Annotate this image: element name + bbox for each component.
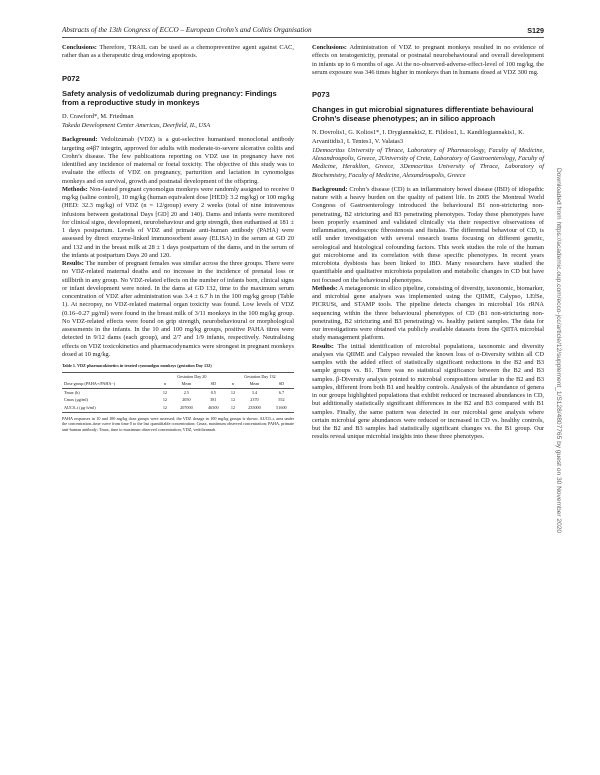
abstract-title-p072: Safety analysis of vedolizumab during pregnancy: Findings from a reproductive study in monkeys: [62, 88, 277, 107]
section-text: Non-fasted pregnant cynomolgus monkeys were randomly assigned to receive 0 mg/kg (saline control), 10 mg/kg (human equivalent dose [HED]: 3.2 mg/kg) or 100 mg/kg (HED: 32.3 mg/kg) of VDZ (n = 12/group) every 2 weeks (total of nine intravenous infusions between gestational Days [GD] 20 and 140). Dams and infants were monitored for clinical signs, development, neurobehaviour and grip strength, then euthanised at 181 ± 1 days postpartum. Levels of VDZ and primate anti-human antibody (PAHA) were assessed by direct enzyme-linked immunosorbent assay (ELISA) in the serum at GD 20 and 132 and in the breast milk at 28 ± 1 days postpartum of the dams, and in the serum of the infants at postpartum Days 20 and 120.: [62, 185, 294, 259]
abstract-id-p072: P072: [62, 73, 80, 83]
table-row: Cmax (µg/ml) 12 2050 381 12 2370 552: [64, 397, 285, 403]
page-number: S129: [527, 26, 544, 35]
results-p072: [62, 260, 294, 359]
section-label: Results:: [312, 342, 334, 350]
section-label: Results:: [62, 260, 84, 267]
section-label: Methods:: [312, 284, 338, 292]
section-label: Conclusions:: [312, 44, 347, 51]
table-caption: Table 1. VDZ pharmacokinetics in treated cynomolgus monkeys (gestation Day 132): [62, 363, 212, 368]
journal-title: Abstracts of the 13th Congress of ECCO – European Crohn’s and Colitis Organisation: [62, 26, 312, 34]
table-grid: [62, 372, 294, 413]
abstract-title-p073: Changes in gut microbial signatures differentiate behavioural Crohn’s disease phenotypes; an in silico approach: [312, 105, 534, 124]
column-header: Mean: [172, 380, 201, 388]
column-header: n: [226, 380, 240, 388]
table-footnote: PAHA responses in 10 and 100 mg/kg dose groups were assessed; the VDZ dosage in 100 mg/kg groups is shown. AUC0–t, area under the concentration–time curve from time 0 to the last quantifiable concentration; Cmax, maximum observed concentration; PAHA, primate anti-human antibody; Tmax, time to maximum observed concentration; VDZ, vedolizumab.: [62, 415, 294, 432]
group-header: Gestation Day 20: [158, 372, 226, 380]
section-text: Therefore, TRAIL can be used as a chemopreventive agent against CAC, rather than as a therapeutic drug endowing apoptosis.: [62, 44, 294, 60]
column-header: SD: [269, 380, 294, 388]
results-p073: [312, 343, 544, 442]
section-text: The number of pregnant females was similar across the three groups. There were no VDZ-related maternal deaths and no increase in the incidence of prenatal loss or stillbirth in any group. No VDZ-related effects on the number of infants born, clinical signs or infant development were noted. In the dams at GD 132, time to the maximum serum concentration of VDZ after administration was 3.4 ± 6.7 h in the 100 mg/kg group (Table 1). At necropsy, no VDZ-related maternal organ toxicity was found. Low levels of VDZ (0.16–0.27 µg/ml) were found in the breast milk of 3/11 monkeys in the 100 mg/kg group. No VDZ-related effects were found on grip strength, neurobehavioural or morphological assessments in the infants. In the 10 and 100 mg/kg groups, positive PAHA titres were detected in 9/12 dams (each group), and 2/7 and 1/9 infants, respectively. Neutralising effects on VDZ toxicokinetics and pharmacodynamics were strongest in pregnant monkeys dosed at 10 mg/kg.: [62, 260, 294, 358]
section-text: Crohn’s disease (CD) is an inflammatory bowel disease (IBD) of idiopathic nature with a heavy burden on the quality of patient life. In 2005 the Montreal World Congress of Gastroenterology introduced the behavioural B1 non-stricturing non-penetrating, B2 stricturing and B3 penetrating phenotypes. Today these phenotypes have been properly examined and validated clinically via their respective observations of inflammation, endoscopic fibrostenosis and fistulas. The differential behaviour of CD, is still under investigation with several research teams focusing on different genetic, serological and histological cofounding factors. This work studies the role of the human gut microbiome and its correlation with these specific phenotypes. In recent years microbiota dysbiosis has been linked to IBD. Many researchers have studied the quantifiable and qualitative microbiota population and metabolic changes in CD but have not focused on the behavioural phenotypes.: [312, 185, 544, 284]
section-label: Background:: [312, 185, 348, 193]
conclusions-p072: [312, 44, 544, 77]
section-text: The initial identification of microbial populations, taxonomic and diversity analyses via QIIME and Calypso revealed the known loss of α-Diversity within all CD samples with the added effect of statistically significant reductions in the B2 and B3 sample groups vs. B1. There was no statistical significance between the B2 and B3 samples. β-Diversity analysis pointed to microbial compositions similar in the B2 and B3 samples, different from both B1 and healthy controls. Analysis of the abundance of genera in our groups highlighted populations that exhibit reduced or increased abundances in CD, but additionally statistically significant differences in the B2 and B3 compared with B1 samples. Finally, the same pattern was detected in our microbial gene analysis where certain microbial gene abundances were reduced or increased in CD vs. healthy controls, but the B2 and B3 samples had statistically significant changes vs. the B1 group. Our results reveal unique microbial insights into these three phenotypes.: [312, 342, 544, 441]
table-row: Tmax (h) 12 2.5 0.5 12 3.4 6.7: [64, 389, 285, 395]
right-column: [312, 44, 544, 442]
abstract-id-p073: P073: [312, 90, 330, 99]
table-row: AUC0–t (µg·h/ml) 12 207000 46500 12 235000 51600: [62, 404, 294, 412]
left-column: [62, 44, 294, 432]
affiliation-p073: 1Democritus University of Thrace, Laboratory of Pharmacology, Faculty of Medicine, Alexandroupolis, Greece, 2University of Crete, Laboratory of Gastroenterology, Faculty of Medicine, Heraklion, Greece, 3Democritus University of Thrace, Laboratory of Biochemistry, Faculty of Medicine, Alexandroupolis, Greece: [312, 146, 544, 179]
authors-p072: D. Crawford*, M. Friedman: [62, 112, 134, 120]
background-p073: [312, 186, 544, 285]
download-watermark: Downloaded from https://academic.oup.com/ecco-jcc/article/12/supplement_1/S128/4807765 by guest on 30 November 2020: [555, 168, 562, 534]
pk-table: [62, 363, 294, 432]
column-header: n: [158, 380, 172, 388]
column-header: Dose group (PAHA+/PAHA−): [62, 380, 158, 388]
background-p072: [62, 136, 294, 186]
methods-p073: [312, 285, 544, 343]
affiliation-p072: Takeda Development Center Americas, Deerfield, IL, USA: [62, 122, 211, 129]
column-header: SD: [201, 380, 226, 388]
column-header: Mean: [240, 380, 269, 388]
section-text: Administration of VDZ to pregnant monkeys resulted in no evidence of effects on teratogenicity, prenatal or postnatal neurobehavioural and overall development in infants up to 6 months of age. At the no-observed-adverse-effect-level of 100 mg/kg, the serum exposure was 346 times higher in monkeys than in humans dosed at VDZ 300 mg.: [312, 44, 544, 76]
methods-p072: [62, 186, 294, 260]
section-text: A metagenomic in silico pipeline, consisting of diversity, taxonomic, biomarker, and microbial gene analyses was implemented using the QIIME, Calypso, LEfSe, PICRUSt, and STAMP tools. The pipeline detects changes in microbial 16s rRNA sequencing within the three behavioural phenotypes of CD (B1 non-stricturing non-penetrating, B2 stricturing and B3 penetrating) vs. healthy patient samples. The data for our investigations were obtained via publicly available datasets from the QIITA microbial study management platform.: [312, 284, 544, 342]
section-label: Background:: [62, 136, 98, 144]
running-header: [62, 24, 544, 38]
section-text: Vedolizumab (VDZ) is a gut-selective humanised monoclonal antibody targeting α4β7 integrin, approved for adults with moderate-to-severe ulcerative colitis and Crohn’s disease. The few publications reporting on VDZ use in pregnancy have not identified any incidence of maternal or foetal toxicity. The objective of this study was to evaluate the effects of VDZ on pregnancy, parturition and lactation in cynomolgus monkeys and on survival, growth and postnatal development of the offspring.: [62, 136, 294, 185]
group-header: Gestation Day 132: [226, 372, 294, 380]
section-label: Conclusions:: [62, 44, 97, 51]
section-label: Methods:: [62, 185, 88, 193]
authors-p073: N. Dovrolis1, G. Kolios1*, I. Drygiannakis2, E. Filidou1, L. Kandilogiannakis1, K. Arvanitidis1, I. Tentes1, V. Valatas3: [312, 129, 525, 145]
prev-abstract-conclusions: [62, 44, 294, 61]
